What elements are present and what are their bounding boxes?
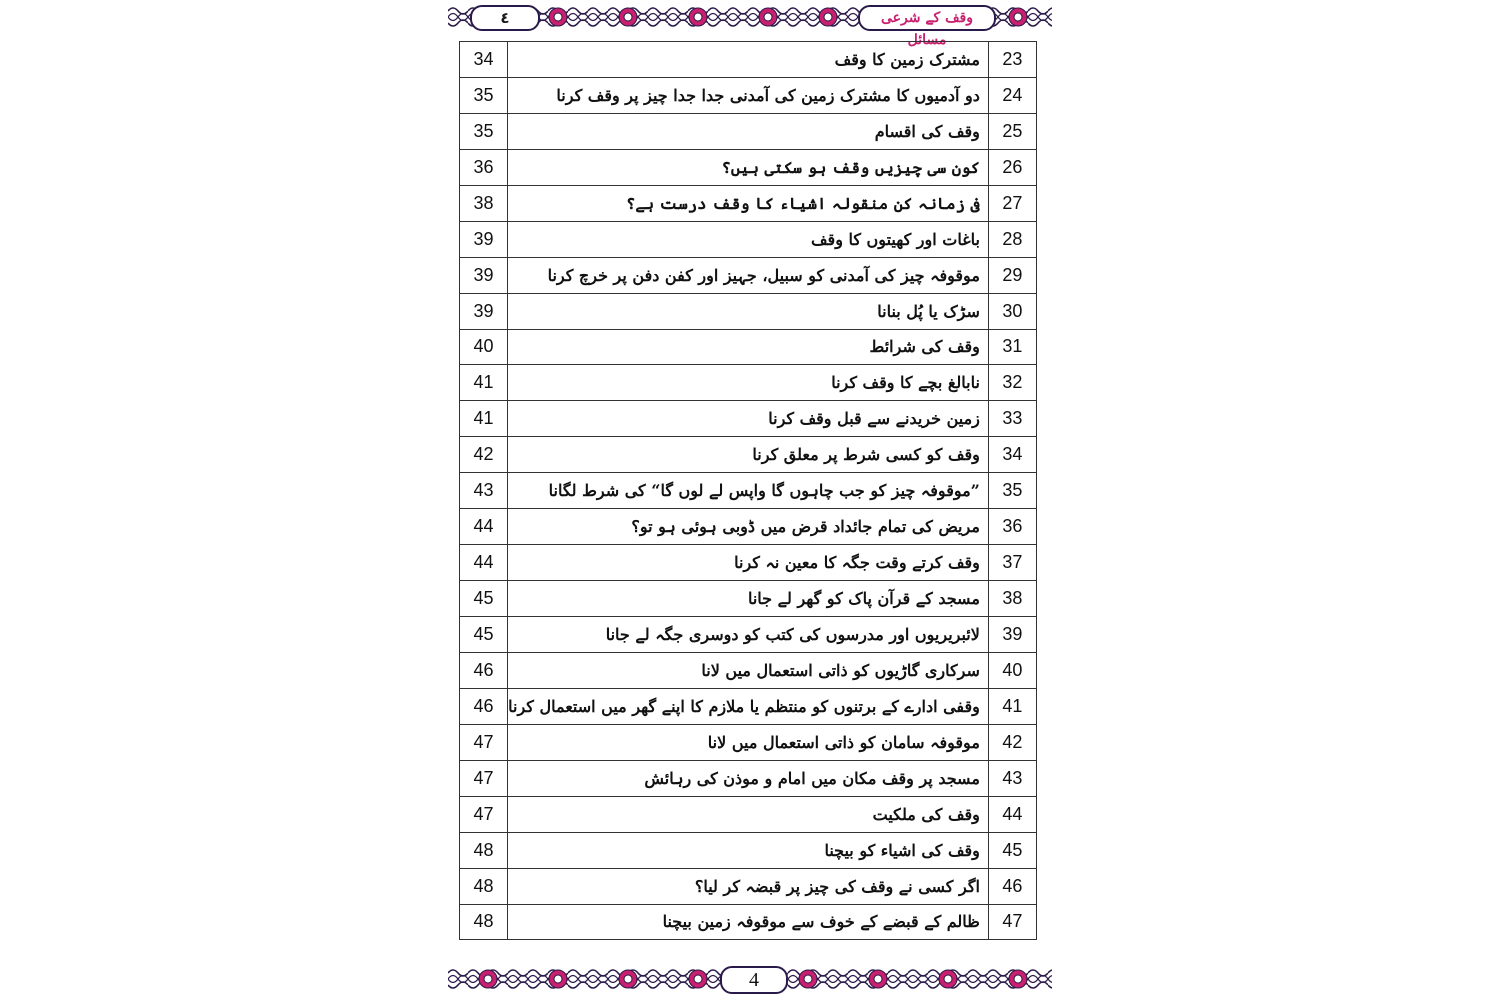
serial-number-cell: 45	[988, 832, 1036, 868]
page-number-cell: 41	[460, 365, 508, 401]
topic-title-cell: مسجد کے قرآن پاک کو گھر لے جانا	[508, 581, 989, 617]
table-row	[460, 221, 1037, 257]
page-number-cell: 43	[460, 473, 508, 509]
page-number-cell: 41	[460, 401, 508, 437]
page-number-cell: 35	[460, 77, 508, 113]
table-row	[460, 185, 1037, 221]
page-number-cell: 39	[460, 293, 508, 329]
page-number-cell: 40	[460, 329, 508, 365]
serial-number-cell: 29	[988, 257, 1036, 293]
topic-title-cell: لائبریریوں اور مدرسوں کی کتب کو دوسری جگہ لے جانا	[508, 617, 989, 653]
page-number-cell: 44	[460, 545, 508, 581]
topic-title-cell: نابالغ بچے کا وقف کرنا	[508, 365, 989, 401]
page-number-cell: 44	[460, 509, 508, 545]
table-of-contents	[459, 41, 1037, 940]
page-number-cell: 46	[460, 652, 508, 688]
page-number-cell: 47	[460, 796, 508, 832]
page-number-cell: 39	[460, 257, 508, 293]
topic-title-cell: موقوفہ سامان کو ذاتی استعمال میں لانا	[508, 724, 989, 760]
topic-title-cell: سرکاری گاڑیوں کو ذاتی استعمال میں لانا	[508, 652, 989, 688]
serial-number-cell: 39	[988, 617, 1036, 653]
topic-title-cell: کون سی چیزیں وقف ہو سکتی ہیں؟	[508, 149, 989, 185]
serial-number-cell: 36	[988, 509, 1036, 545]
table-row	[460, 581, 1037, 617]
topic-title-cell: مریض کی تمام جائداد قرض میں ڈوبی ہوئی ہو تو؟	[508, 509, 989, 545]
page-number-cell: 45	[460, 581, 508, 617]
serial-number-cell: 40	[988, 652, 1036, 688]
table-row	[460, 652, 1037, 688]
topic-title-cell: مسجد پر وقف مکان میں امام و موذن کی رہائش	[508, 760, 989, 796]
page-number-cell: 47	[460, 760, 508, 796]
topic-title-cell: ”موقوفہ چیز کو جب چاہوں گا واپس لے لوں گا“ کی شرط لگانا	[508, 473, 989, 509]
topic-title-cell: وقف کی اشیاء کو بیچنا	[508, 832, 989, 868]
serial-number-cell: 47	[988, 904, 1036, 940]
topic-title-cell: اگر کسی نے وقف کی چیز پر قبضہ کر لیا؟	[508, 868, 989, 904]
table-row	[460, 113, 1037, 149]
serial-number-cell: 35	[988, 473, 1036, 509]
serial-number-cell: 31	[988, 329, 1036, 365]
serial-number-cell: 37	[988, 545, 1036, 581]
topic-title-cell: دو آدمیوں کا مشترک زمین کی آمدنی جدا جدا چیز پر وقف کرنا	[508, 77, 989, 113]
topic-title-cell: موقوفہ چیز کی آمدنی کو سبیل، جہیز اور کفن دفن پر خرچ کرنا	[508, 257, 989, 293]
page-number-cell: 47	[460, 724, 508, 760]
serial-number-cell: 42	[988, 724, 1036, 760]
table-row	[460, 617, 1037, 653]
table-row	[460, 545, 1037, 581]
page-number-cell: 46	[460, 688, 508, 724]
footer-page-number: 4	[720, 966, 788, 994]
table-row	[460, 904, 1037, 940]
table-row	[460, 473, 1037, 509]
topic-title-cell: مشترک زمین کا وقف	[508, 42, 989, 78]
table-row	[460, 365, 1037, 401]
table-row	[460, 868, 1037, 904]
topic-title-cell: وقف کو کسی شرط پر معلق کرنا	[508, 437, 989, 473]
serial-number-cell: 30	[988, 293, 1036, 329]
serial-number-cell: 23	[988, 42, 1036, 78]
table-row	[460, 77, 1037, 113]
topic-title-cell: وقف کی اقسام	[508, 113, 989, 149]
table-row	[460, 760, 1037, 796]
table-row	[460, 796, 1037, 832]
serial-number-cell: 38	[988, 581, 1036, 617]
table-row	[460, 832, 1037, 868]
topic-title-cell: وقف کرتے وقت جگہ کا معین نہ کرنا	[508, 545, 989, 581]
serial-number-cell: 34	[988, 437, 1036, 473]
serial-number-cell: 26	[988, 149, 1036, 185]
table-row	[460, 724, 1037, 760]
topic-title-cell: زمین خریدنے سے قبل وقف کرنا	[508, 401, 989, 437]
page-number-cell: 48	[460, 904, 508, 940]
page-number-cell: 48	[460, 868, 508, 904]
serial-number-cell: 43	[988, 760, 1036, 796]
table-row	[460, 509, 1037, 545]
page-number-cell: 48	[460, 832, 508, 868]
table-row	[460, 437, 1037, 473]
table-row	[460, 329, 1037, 365]
book-title: وقف کے شرعی مسائل	[858, 5, 996, 31]
serial-number-cell: 46	[988, 868, 1036, 904]
page-number-cell: 42	[460, 437, 508, 473]
topic-title-cell: وقف کی شرائط	[508, 329, 989, 365]
header-page-number: ٤	[470, 5, 540, 31]
topic-title-cell: سڑک یا پُل بنانا	[508, 293, 989, 329]
serial-number-cell: 25	[988, 113, 1036, 149]
page-number-cell: 36	[460, 149, 508, 185]
serial-number-cell: 41	[988, 688, 1036, 724]
topic-title-cell: باغات اور کھیتوں کا وقف	[508, 221, 989, 257]
topic-title-cell: وقفی ادارے کے برتنوں کو منتظم یا ملازم کا اپنے گھر میں استعمال کرنا	[508, 688, 989, 724]
topic-title-cell: ظالم کے قبضے کے خوف سے موقوفہ زمین بیچنا	[508, 904, 989, 940]
serial-number-cell: 27	[988, 185, 1036, 221]
table-row	[460, 149, 1037, 185]
serial-number-cell: 32	[988, 365, 1036, 401]
serial-number-cell: 28	[988, 221, 1036, 257]
serial-number-cell: 33	[988, 401, 1036, 437]
table-row	[460, 257, 1037, 293]
page-number-cell: 38	[460, 185, 508, 221]
table-row	[460, 688, 1037, 724]
serial-number-cell: 44	[988, 796, 1036, 832]
page-number-cell: 35	[460, 113, 508, 149]
table-row	[460, 42, 1037, 78]
topic-title-cell: فی زمانہ کن منقولہ اشیاء کا وقف درست ہے؟	[508, 185, 989, 221]
page-number-cell: 39	[460, 221, 508, 257]
page-number-cell: 45	[460, 617, 508, 653]
table-row	[460, 401, 1037, 437]
serial-number-cell: 24	[988, 77, 1036, 113]
topic-title-cell: وقف کی ملکیت	[508, 796, 989, 832]
page-number-cell: 34	[460, 42, 508, 78]
table-row	[460, 293, 1037, 329]
